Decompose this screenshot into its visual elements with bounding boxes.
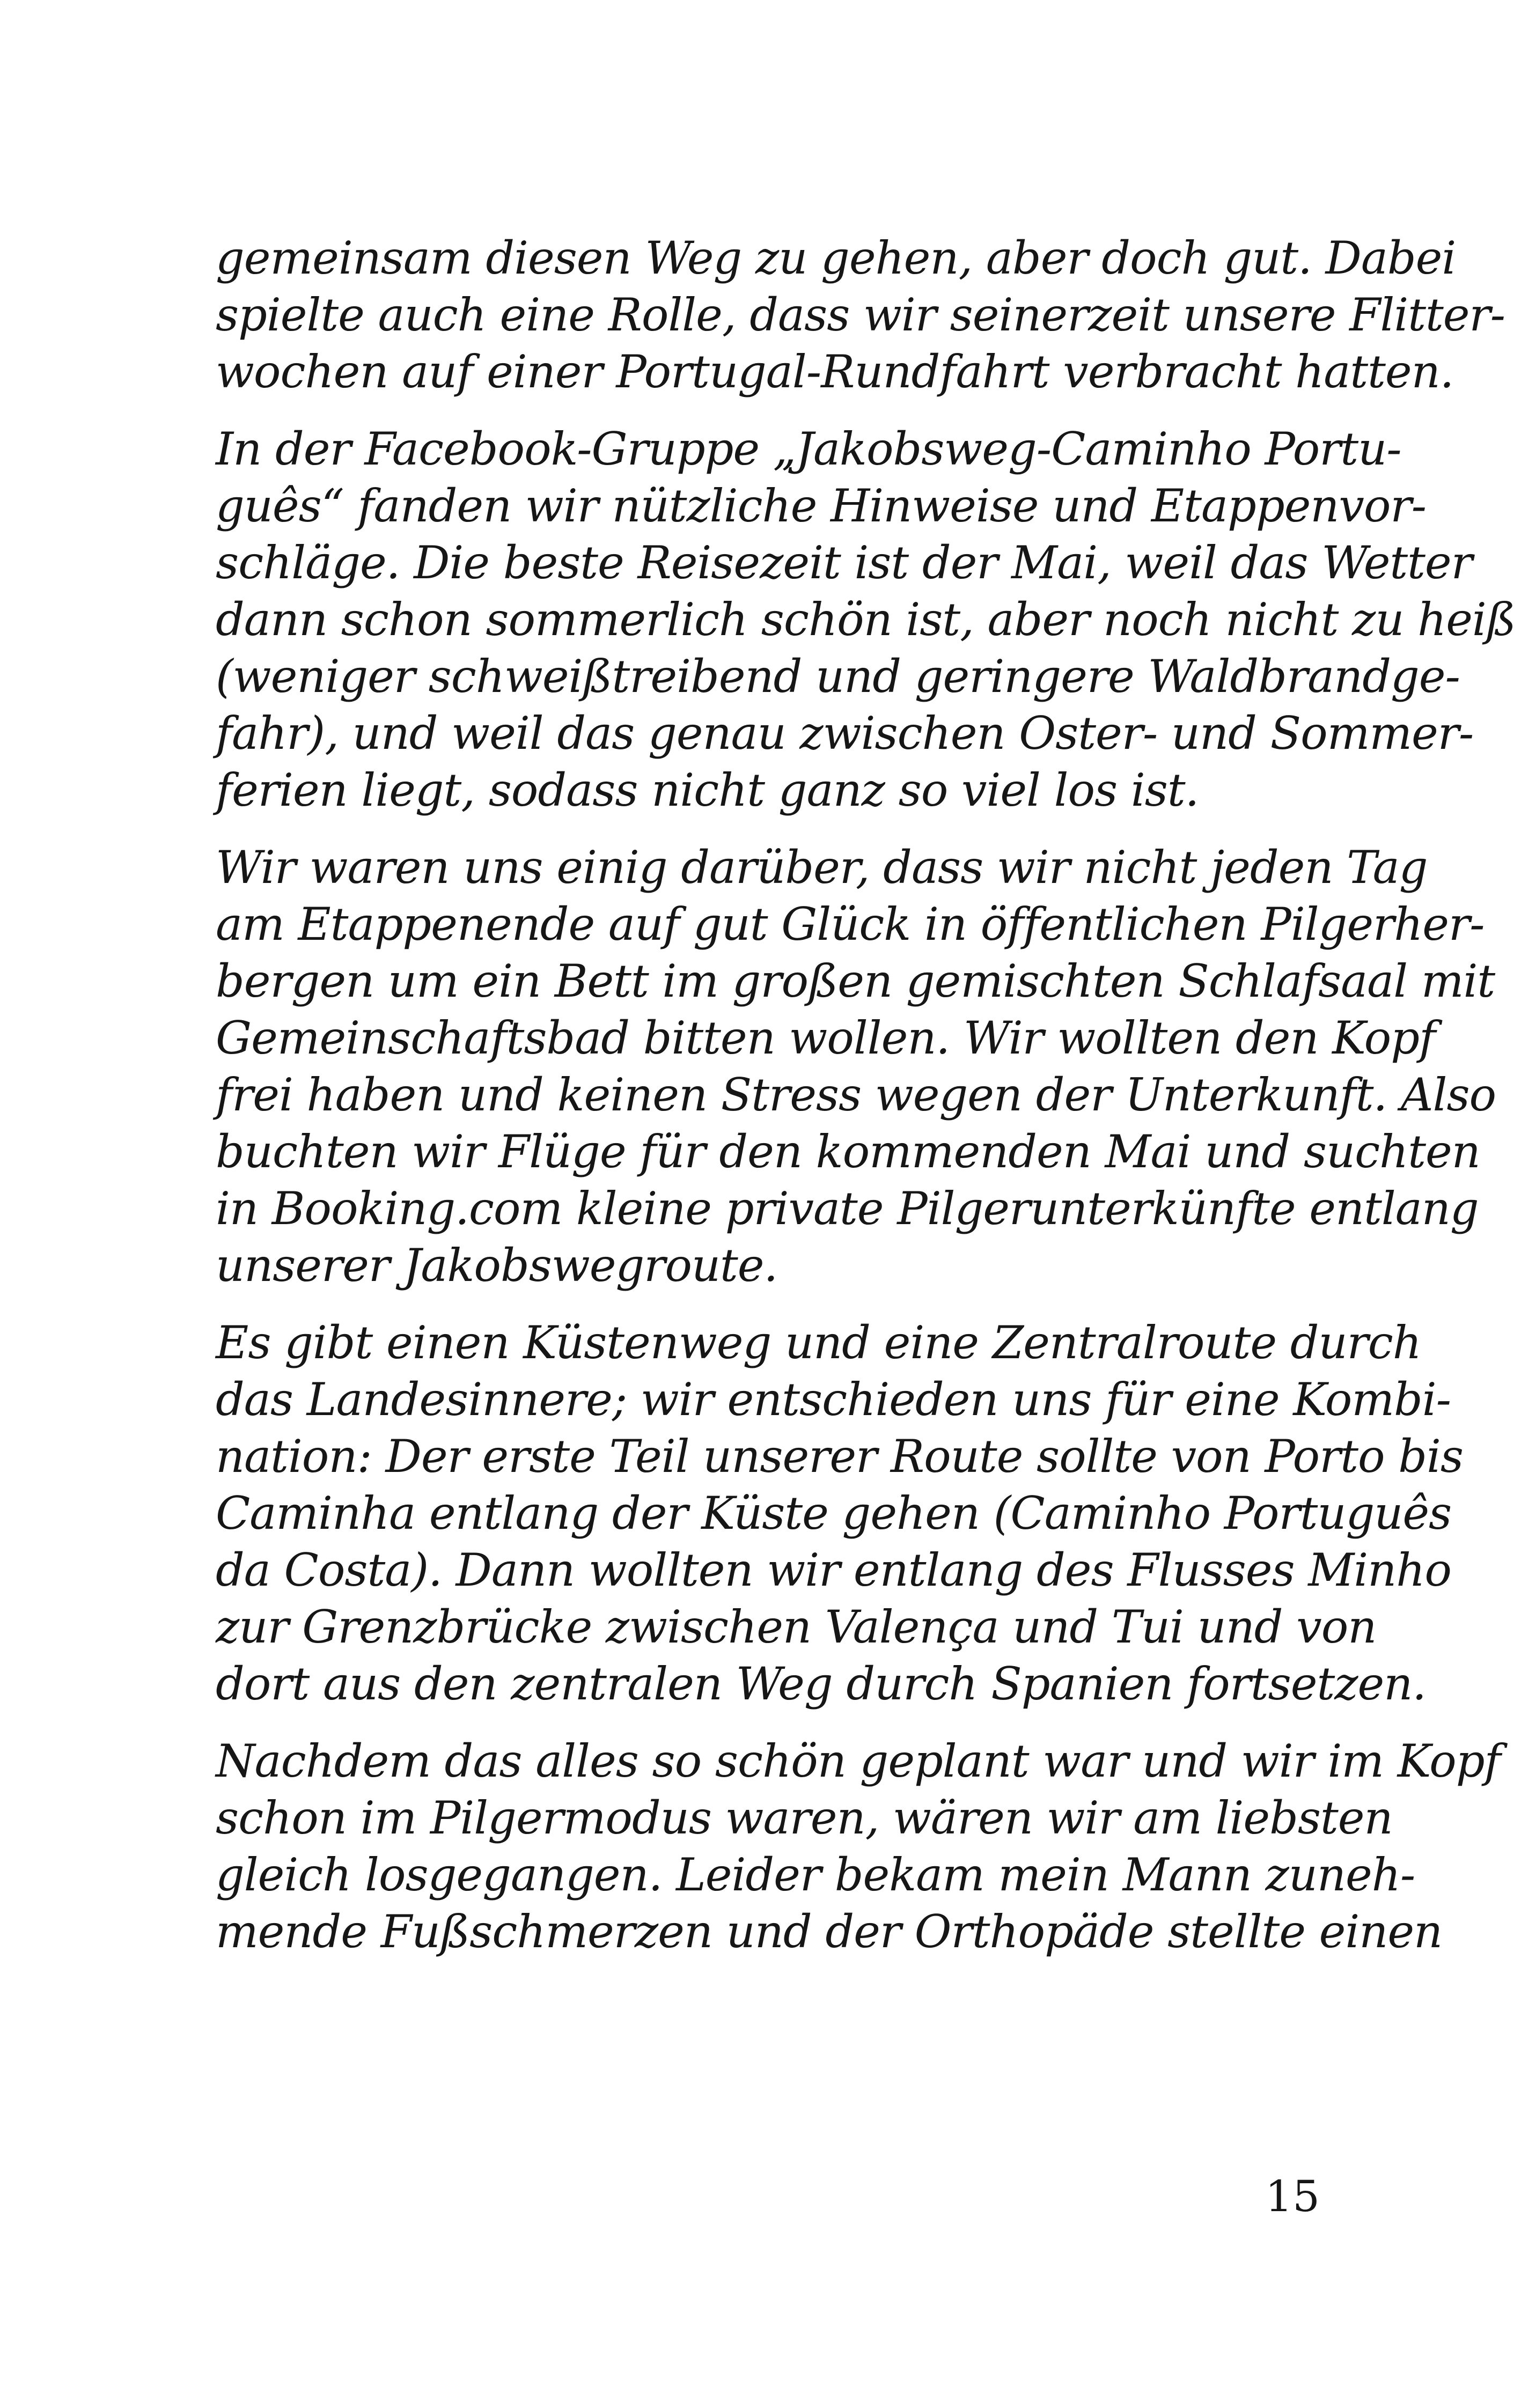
text-line: gemeinsam diesen Weg zu gehen, aber doch gut. Dabei xyxy=(216,232,1456,284)
text-line: Es gibt einen Küstenweg und eine Zentralroute durch xyxy=(216,1316,1421,1369)
text-line: buchten wir Flüge für den kommenden Mai und suchten xyxy=(216,1125,1480,1178)
text-line: fahr), und weil das genau zwischen Oster- und Sommer- xyxy=(216,707,1474,760)
text-line: unserer Jakobswegroute. xyxy=(216,1239,778,1292)
text-line: spielte auch eine Rolle, dass wir seinerzeit unsere Flitter- xyxy=(216,289,1505,341)
paragraph xyxy=(216,839,1496,1294)
paragraph xyxy=(216,1733,1501,1960)
text-line: dort aus den zentralen Weg durch Spanien fortsetzen. xyxy=(216,1658,1426,1710)
text-line: am Etappenende auf gut Glück in öffentlichen Pilgerher- xyxy=(216,898,1485,951)
text-line: Wir waren uns einig darüber, dass wir nicht jeden Tag xyxy=(216,841,1428,894)
text-line: Caminha entlang der Küste gehen (Caminho Português xyxy=(216,1487,1452,1540)
text-line: In der Facebook-Gruppe „Jakobsweg-Caminho Portu- xyxy=(216,423,1401,475)
paragraph xyxy=(216,421,1516,819)
text-line: frei haben und keinen Stress wegen der Unterkunft. Also xyxy=(216,1069,1496,1121)
text-line: das Landesinnere; wir entschieden uns für eine Kombi- xyxy=(216,1373,1451,1426)
body-text xyxy=(216,230,1516,1980)
text-line: in Booking.com kleine private Pilgerunterkünfte entlang xyxy=(216,1182,1479,1235)
text-line: guês“ fanden wir nützliche Hinweise und Etappenvor- xyxy=(216,480,1426,532)
text-line: (weniger schweißtreibend und geringere Waldbrandge- xyxy=(216,650,1460,703)
text-line: schläge. Die beste Reisezeit ist der Mai, weil das Wetter xyxy=(216,536,1472,589)
text-line: Gemeinschaftsbad bitten wollen. Wir wollten den Kopf xyxy=(216,1012,1436,1064)
paragraph xyxy=(216,1314,1464,1712)
text-line: dann schon sommerlich schön ist, aber noch nicht zu heiß xyxy=(216,593,1516,646)
page-number: 15 xyxy=(1265,2171,1320,2221)
text-line: zur Grenzbrücke zwischen Valença und Tui und von xyxy=(216,1601,1377,1653)
text-line: bergen um ein Bett im großen gemischten Schlafsaal mit xyxy=(216,955,1495,1007)
text-line: ferien liegt, sodass nicht ganz so viel los ist. xyxy=(216,764,1199,816)
text-line: wochen auf einer Portugal-Rundfahrt verbracht hatten. xyxy=(216,345,1454,398)
paragraph xyxy=(216,230,1505,400)
text-line: gleich losgegangen. Leider bekam mein Mann zuneh- xyxy=(216,1849,1415,1901)
text-line: da Costa). Dann wollten wir entlang des Flusses Minho xyxy=(216,1544,1451,1596)
text-line: nation: Der erste Teil unserer Route sollte von Porto bis xyxy=(216,1430,1464,1483)
text-line: mende Fußschmerzen und der Orthopäde stellte einen xyxy=(216,1905,1443,1958)
text-line: schon im Pilgermodus waren, wären wir am liebsten xyxy=(216,1792,1393,1844)
text-line: Nachdem das alles so schön geplant war und wir im Kopf xyxy=(216,1735,1501,1787)
